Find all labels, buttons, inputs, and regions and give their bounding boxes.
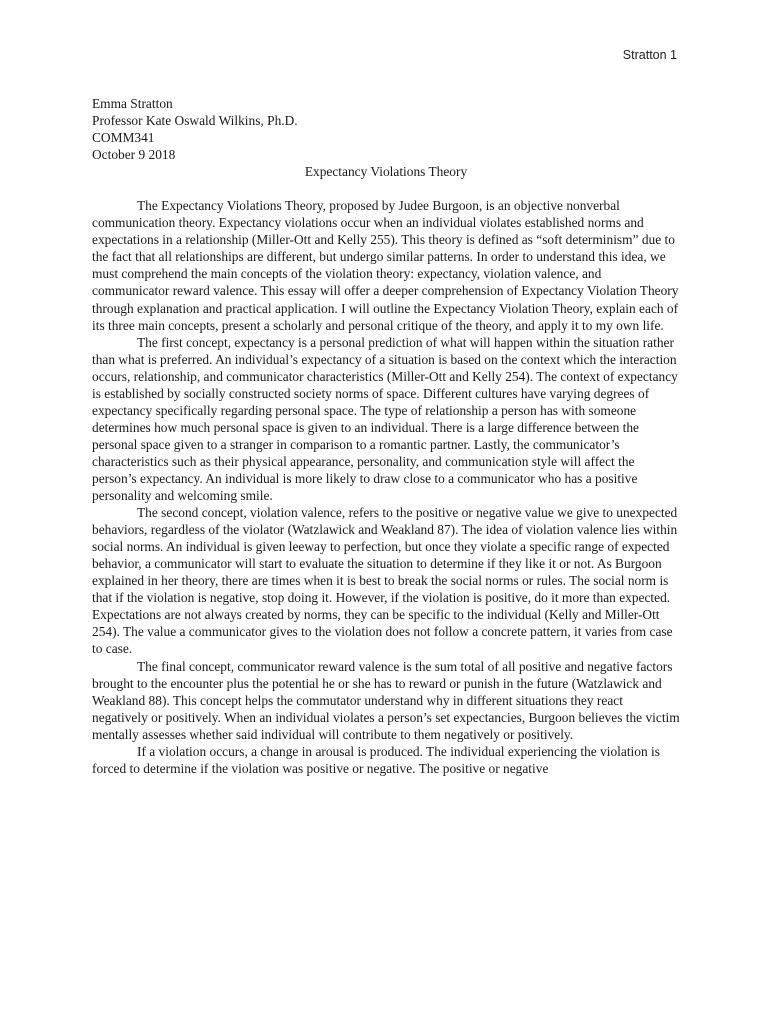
paragraph: The second concept, violation valence, refers to the positive or negative value we give to unexpected behaviors, regardless of the violator (Watzlawick and Weakland 87). The idea of violation valence lies within social norms. An individual is given leeway to perfection, but once they violate a specific range of expected behavior, a communicator will start to evaluate the situation to determine if they like it or not. As Burgoon explained in her theory, there are times when it is best to break the social norms or rules. The social norm is that if the violation is negative, stop doing it. However, if the violation is positive, do it more than expected. Expectations are not always created by norms, they can be specific to the individual (Kelly and Miller-Ott 254). The value a communicator gives to the violation does not follow a concrete pattern, it varies from case to case. (92, 505, 678, 657)
document-body (92, 95, 680, 777)
author-name: Emma Stratton (92, 96, 173, 111)
running-head: Stratton 1 (622, 48, 677, 62)
professor-name: Professor Kate Oswald Wilkins, Ph.D. (92, 113, 298, 129)
paragraph: The Expectancy Violations Theory, proposed by Judee Burgoon, is an objective nonverbal communication theory. Expectancy violations occur when an individual violates established norms and expectations in a relationship (Miller-Ott and Kelly 255). This theory is defined as “soft determinism” due to the fact that all relationships are different, but undergo similar patterns. In order to understand this idea, we must comprehend the main concepts of the violation theory: expectancy, violation valence, and communicator reward valence. This essay will offer a deeper comprehension of Expectancy Violation Theory through explanation and practical application. I will outline the Expectancy Violation Theory, explain each of its three main concepts, present a scholarly and personal critique of the theory, and apply it to my own life. (92, 198, 679, 333)
paragraph: The final concept, communicator reward valence is the sum total of all positive and negative factors brought to the encounter plus the potential he or she has to reward or punish in the future (Watzlawick and Weakland 88). This concept helps the commutator understand why in different situations they react negatively or positively. When an individual violates a person’s set expectancies, Burgoon believes the victim mentally assesses whether said individual will contribute to them negatively or positively. (92, 658, 680, 742)
paragraph: If a violation occurs, a change in arousal is produced. The individual experiencing the violation is forced to determine if the violation was positive or negative. The positive or negative (92, 743, 660, 776)
document-date: October 9 2018 (92, 147, 176, 163)
document-title: Expectancy Violations Theory (304, 164, 468, 180)
course-code: COMM341 (92, 130, 155, 146)
paragraph: The first concept, expectancy is a personal prediction of what will happen within the situation rather than what is preferred. An individual’s expectancy of a situation is based on the context which the interaction occurs, relationship, and communicator characteristics (Miller-Ott and Kelly 254). The context of expectancy is established by socially constructed society norms of space. Different cultures have varying degrees of expectancy specifically regarding personal space. The type of relationship a person has with someone determines how much personal space is given to an individual. There is a large difference between the personal space given to a stranger in comparison to a romantic partner. Lastly, the communicator’s characteristics such as their physical appearance, personality, and communication style will affect the person’s expectancy. An individual is more likely to draw close to a communicator who has a positive personality and welcoming smile. (92, 334, 678, 504)
